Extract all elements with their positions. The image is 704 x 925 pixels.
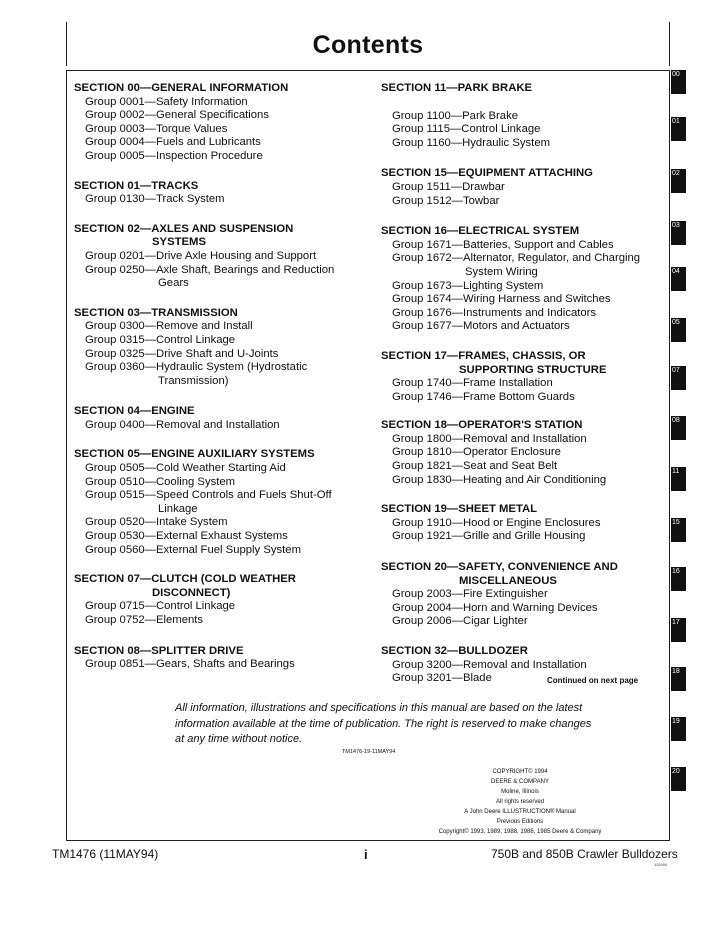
tm-code: TM1476-19-11MAY94 bbox=[342, 749, 396, 755]
section-block bbox=[74, 573, 374, 627]
group-entry: Group 0002—General Specifications bbox=[85, 109, 269, 122]
copyright-line: DEERE & COMPANY bbox=[491, 779, 549, 785]
section-title: SECTION 00—GENERAL INFORMATION bbox=[74, 82, 289, 94]
section-title-continuation: DISCONNECT) bbox=[152, 586, 231, 599]
section-tab: 18 bbox=[671, 667, 686, 691]
continued-note: Continued on next page bbox=[547, 676, 639, 685]
group-entry: Group 0752—Elements bbox=[85, 614, 204, 626]
section-tab: 07 bbox=[671, 366, 686, 390]
group-entry: Group 1677—Motors and Actuators bbox=[392, 320, 570, 333]
section-tab: 19 bbox=[671, 717, 686, 741]
section-title-continuation: MISCELLANEOUS bbox=[459, 574, 557, 587]
group-entry: Group 0004—Fuels and Lubricants bbox=[85, 136, 261, 149]
group-entry: Group 0325—Drive Shaft and U-Joints bbox=[85, 347, 279, 360]
left-column bbox=[74, 82, 374, 672]
copyright-line: Moline, Illinois bbox=[501, 789, 539, 795]
group-entry: Group 0001—Safety Information bbox=[85, 95, 248, 108]
group-entry: Group 3200—Removal and Installation bbox=[392, 658, 587, 671]
group-entry-continuation: Gears bbox=[158, 277, 189, 290]
section-title: SECTION 03—TRANSMISSION bbox=[74, 306, 238, 319]
group-entry: Group 0300—Remove and Install bbox=[85, 320, 253, 333]
section-title: SECTION 19—SHEET METAL bbox=[381, 503, 538, 516]
group-entry: Group 0003—Torque Values bbox=[85, 122, 228, 135]
group-entry: Group 0400—Removal and Installation bbox=[85, 418, 280, 431]
section-block bbox=[381, 82, 671, 150]
group-entry: Group 0715—Control Linkage bbox=[85, 600, 236, 613]
section-block bbox=[74, 645, 374, 672]
footer-manual-id: TM1476 (11MAY94) bbox=[52, 847, 159, 861]
section-tab: 15 bbox=[671, 518, 686, 542]
section-title: SECTION 11—PARK BRAKE bbox=[381, 82, 533, 94]
copyright-line: COPYRIGHT© 1994 bbox=[492, 769, 548, 775]
section-title: SECTION 02—AXLES AND SUSPENSION SYSTEMS bbox=[74, 223, 374, 250]
section-title: SECTION 04—ENGINE bbox=[74, 405, 195, 418]
section-tab: 16 bbox=[671, 567, 686, 591]
section-block bbox=[381, 419, 671, 487]
group-entry: Group 1115—Control Linkage bbox=[392, 123, 541, 136]
group-entry: Group 1100—Park Brake bbox=[392, 109, 519, 122]
group-entry: Group 1160—Hydraulic System bbox=[392, 136, 551, 149]
section-title: SECTION 05—ENGINE AUXILIARY SYSTEMS bbox=[74, 448, 315, 461]
group-entry: Group 1512—Towbar bbox=[392, 194, 500, 207]
section-title: SECTION 20—SAFETY, CONVENIENCE AND MISCELLANEOUS bbox=[381, 561, 671, 588]
group-entry: Group 0530—External Exhaust Systems bbox=[85, 530, 288, 543]
copyright-line: Copyright© 1993, 1989, 1988, 1986, 1985 Deere & Company bbox=[438, 829, 602, 835]
section-tab: 00 bbox=[671, 70, 686, 94]
group-entry: Group 1746—Frame Bottom Guards bbox=[392, 390, 575, 403]
group-entry: Group 0851—Gears, Shafts and Bearings bbox=[85, 658, 295, 671]
group-entry-continuation: Linkage bbox=[158, 502, 198, 515]
section-block bbox=[74, 307, 374, 389]
group-entry: Group 1740—Frame Installation bbox=[392, 377, 553, 390]
section-block bbox=[74, 82, 374, 164]
copyright-line: Previous Editions bbox=[496, 819, 544, 825]
group-entry: Group 1672—Alternator, Regulator, and Charging System Wiring bbox=[381, 252, 671, 279]
right-column bbox=[381, 82, 671, 686]
section-tab: 02 bbox=[671, 169, 686, 193]
section-tab: 01 bbox=[671, 117, 686, 141]
section-block bbox=[74, 448, 374, 557]
section-title: SECTION 07—CLUTCH (COLD WEATHER DISCONNECT) bbox=[74, 573, 374, 600]
footer-manual-title: 750B and 850B Crawler Bulldozers bbox=[491, 847, 678, 861]
group-entry: Group 1671—Batteries, Support and Cables bbox=[392, 238, 614, 251]
section-block bbox=[381, 225, 671, 334]
section-tabs bbox=[671, 70, 686, 810]
group-entry: Group 1910—Hood or Engine Enclosures bbox=[392, 516, 601, 529]
group-entry: Group 3201—Blade bbox=[392, 672, 492, 685]
group-entry: Group 2004—Horn and Warning Devices bbox=[392, 601, 598, 614]
section-block bbox=[381, 561, 671, 629]
footer-page-number: i bbox=[364, 847, 368, 862]
footer-code: 110594 bbox=[654, 862, 668, 867]
section-tab: 17 bbox=[671, 618, 686, 642]
group-entry: Group 0250—Axle Shaft, Bearings and Reduction Gears bbox=[74, 264, 374, 291]
group-entry: Group 0510—Cooling System bbox=[85, 475, 236, 488]
section-block bbox=[381, 350, 671, 404]
section-block bbox=[381, 503, 671, 544]
group-entry-continuation: System Wiring bbox=[465, 265, 538, 278]
section-tab: 03 bbox=[671, 221, 686, 245]
section-block bbox=[74, 180, 374, 207]
section-title: SECTION 08—SPLITTER DRIVE bbox=[74, 644, 244, 657]
group-entry: Group 1676—Instruments and Indicators bbox=[392, 306, 597, 319]
section-tab: 20 bbox=[671, 767, 686, 791]
group-entry: Group 0130—Track System bbox=[85, 193, 225, 206]
group-entry: Group 1674—Wiring Harness and Switches bbox=[392, 293, 611, 306]
section-title: SECTION 18—OPERATOR'S STATION bbox=[381, 419, 583, 432]
group-entry: Group 1673—Lighting System bbox=[392, 279, 544, 292]
group-entry: Group 2006—Cigar Lighter bbox=[392, 615, 528, 628]
section-title: SECTION 01—TRACKS bbox=[74, 179, 199, 192]
group-entry: Group 1830—Heating and Air Conditioning bbox=[392, 473, 607, 486]
group-entry: Group 0505—Cold Weather Starting Aid bbox=[85, 462, 286, 475]
section-block bbox=[381, 167, 671, 208]
section-title: SECTION 32—BULLDOZER bbox=[381, 645, 528, 657]
section-block bbox=[74, 223, 374, 291]
section-title: SECTION 15—EQUIPMENT ATTACHING bbox=[381, 167, 593, 180]
title-frame bbox=[66, 22, 670, 70]
group-entry: Group 0520—Intake System bbox=[85, 516, 228, 529]
disclaimer: All information, illustrations and specifications in this manual are based on the latest information available at the time of publication. The right is reserved to make changes at any time without notice. bbox=[175, 702, 592, 745]
group-entry-continuation: Transmission) bbox=[158, 374, 229, 387]
page-title: Contents bbox=[312, 31, 424, 59]
group-entry: Group 1511—Drawbar bbox=[392, 180, 505, 193]
group-entry: Group 0360—Hydraulic System (Hydrostatic Transmission) bbox=[74, 361, 374, 388]
group-entry: Group 1800—Removal and Installation bbox=[392, 432, 587, 445]
section-tab: 08 bbox=[671, 416, 686, 440]
group-entry: Group 1810—Operator Enclosure bbox=[392, 446, 561, 459]
section-tab: 05 bbox=[671, 318, 686, 342]
section-title: SECTION 16—ELECTRICAL SYSTEM bbox=[381, 225, 580, 238]
section-title-continuation: SUPPORTING STRUCTURE bbox=[459, 363, 607, 376]
copyright-block bbox=[400, 767, 640, 837]
section-title: SECTION 17—FRAMES, CHASSIS, OR SUPPORTING STRUCTURE bbox=[381, 350, 671, 377]
section-tab: 04 bbox=[671, 267, 686, 291]
copyright-line: A John Deere ILLUSTRUCTION® Manual bbox=[464, 809, 576, 815]
group-entry: Group 0315—Control Linkage bbox=[85, 333, 236, 346]
section-title-continuation: SYSTEMS bbox=[152, 236, 206, 249]
group-entry: Group 0005—Inspection Procedure bbox=[85, 149, 263, 162]
group-entry: Group 0560—External Fuel Supply System bbox=[85, 543, 302, 556]
copyright-line: All rights reserved bbox=[495, 799, 545, 805]
group-entry: Group 1921—Grille and Grille Housing bbox=[392, 530, 586, 543]
group-entry: Group 2003—Fire Extinguisher bbox=[392, 588, 548, 601]
group-entry: Group 0201—Drive Axle Housing and Support bbox=[85, 249, 317, 262]
section-block bbox=[74, 405, 374, 432]
group-entry: Group 1821—Seat and Seat Belt bbox=[392, 460, 558, 473]
section-tab: 11 bbox=[671, 467, 686, 491]
group-entry: Group 0515—Speed Controls and Fuels Shut-Off Linkage bbox=[74, 489, 374, 516]
